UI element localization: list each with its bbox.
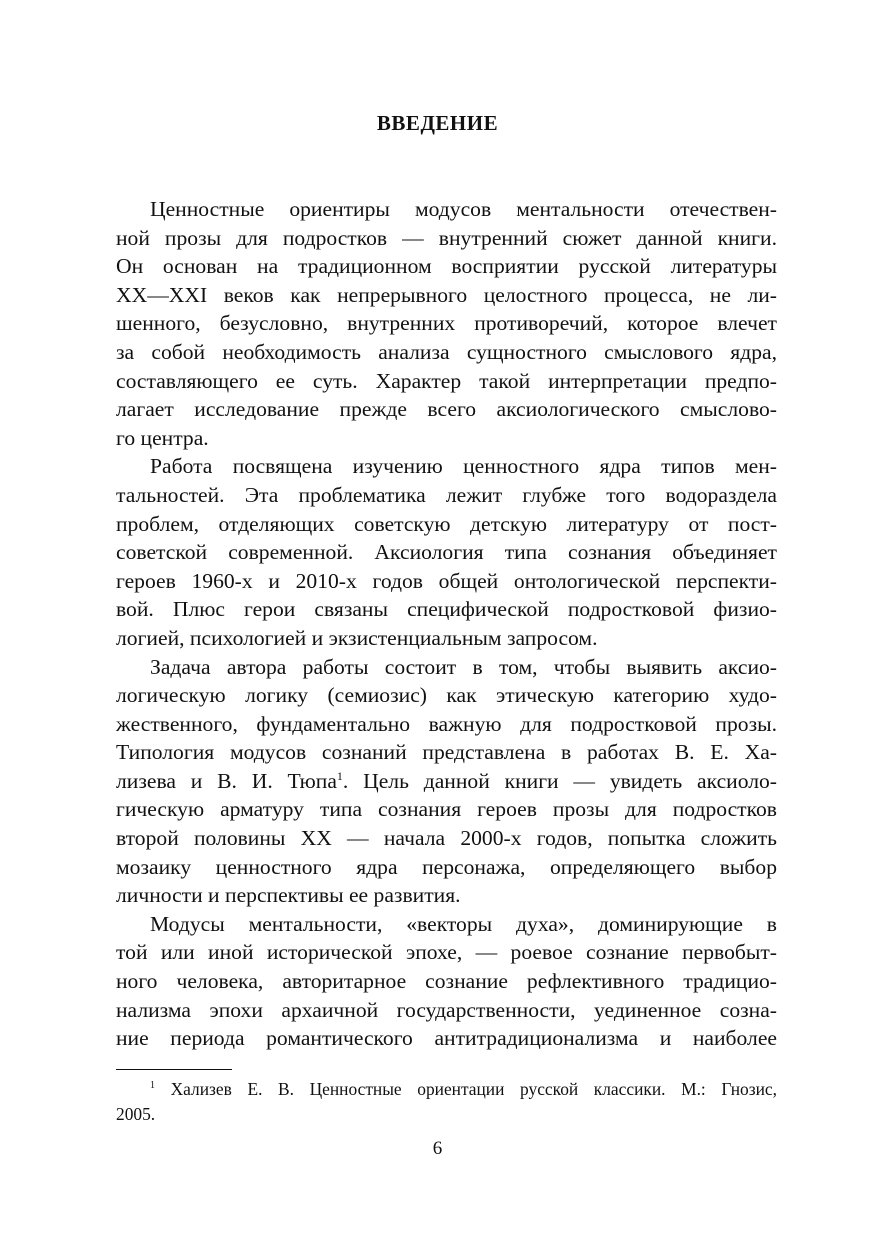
text-fragment: лизева и В. И. Тюпа xyxy=(116,768,337,793)
text-line: Типология модусов сознаний представлена в работах В. Е. Ха- xyxy=(116,740,777,765)
text-line: логией, психологией и экзистенциальным запросом. xyxy=(116,625,598,650)
text-line: гическую арматуру типа сознания героев прозы для подростков xyxy=(116,797,777,822)
text-line: личности и перспективы ее развития. xyxy=(116,883,461,908)
text-line: логическую логику (семиозис) как этическую категорию худо- xyxy=(116,683,777,708)
text-line: Задача автора работы состоит в том, чтобы выявить аксио- xyxy=(150,654,777,679)
text-line: проблем, отделяющих советскую детскую литературу от пост- xyxy=(116,511,777,536)
text-line: Ценностные ориентиры модусов ментальности отечествен- xyxy=(150,197,777,221)
text-line: за собой необходимость анализа сущностного смыслового ядра, xyxy=(116,339,777,364)
text-line: героев 1960-х и 2010-х годов общей онтологической перспекти- xyxy=(116,568,777,593)
footnote-line: 2005. xyxy=(116,1104,156,1124)
text-line-with-footnote xyxy=(116,767,777,796)
page-title: ВВЕДЕНИЕ xyxy=(376,111,499,135)
text-line: Модусы ментальности, «векторы духа», доминирующие в xyxy=(150,911,777,936)
footnote-reference[interactable]: 1 xyxy=(336,768,343,783)
text-line: советской современной. Аксиология типа сознания объединяет xyxy=(116,540,777,565)
footnote-divider xyxy=(116,1069,232,1070)
footnote-text: Хализев Е. В. Ценностные ориентации русской классики. М.: Гнозис, xyxy=(170,1079,777,1099)
text-line: тальностей. Эта проблематика лежит глубже того водораздела xyxy=(116,482,777,507)
footnote-line xyxy=(116,1077,777,1102)
text-line: Работа посвящена изучению ценностного ядра типов мен- xyxy=(150,454,777,479)
text-line: ной прозы для подростков — внутренний сюжет данной книги. xyxy=(116,225,777,250)
text-line: вой. Плюс герои связаны специфической подростковой физио- xyxy=(116,597,777,622)
text-line: ние периода романтического антитрадиционализма и наиболее xyxy=(116,1026,777,1051)
text-line: лагает исследование прежде всего аксиологического смыслово- xyxy=(116,397,777,422)
main-text xyxy=(116,195,777,1053)
paragraph-4 xyxy=(116,910,777,1053)
text-fragment: . Цель данной книги — увидеть аксиоло- xyxy=(342,768,777,793)
text-line: второй половины XX — начала 2000-х годов, попытка сложить xyxy=(116,826,777,851)
text-line: составляющего ее суть. Характер такой интерпретации предпо- xyxy=(116,368,777,393)
text-line: жественного, фундаментально важную для подростковой прозы. xyxy=(116,711,777,736)
footnote-number: 1 xyxy=(150,1080,155,1092)
text-line: нализма эпохи архаичной государственности, уединенное созна- xyxy=(116,997,777,1022)
paragraph-3 xyxy=(116,653,777,910)
text-line: мозаику ценностного ядра персонажа, определяющего выбор xyxy=(116,854,777,879)
text-line: шенного, безусловно, внутренних противоречий, которое влечет xyxy=(116,311,777,336)
text-line: Он основан на традиционном восприятии русской литературы xyxy=(116,254,777,279)
paragraph-2 xyxy=(116,452,777,652)
page-number: 6 xyxy=(432,1138,443,1159)
paragraph-1 xyxy=(116,195,777,452)
text-line: той или иной исторической эпохе, — роевое сознание первобыт- xyxy=(116,940,777,965)
footnote xyxy=(116,1077,777,1127)
text-line: ного человека, авторитарное сознание рефлективного традицио- xyxy=(116,969,777,994)
text-line: XX—XXI веков как непрерывного целостного процесса, не ли- xyxy=(116,282,777,307)
text-line: го центра. xyxy=(116,425,209,450)
